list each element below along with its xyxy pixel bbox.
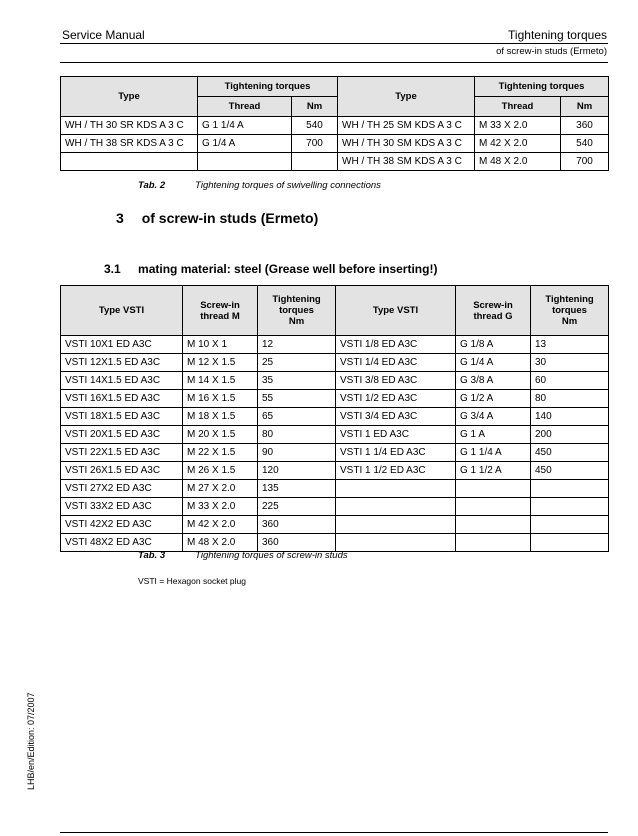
cell-type: VSTI 1 1/4 ED A3C	[336, 444, 456, 462]
cell-type: VSTI 3/4 ED A3C	[336, 408, 456, 426]
col-thread-m	[183, 286, 258, 336]
header-subtitle: of screw-in studs (Ermeto)	[496, 46, 607, 57]
cell-thread: G 1/8 A	[456, 336, 531, 354]
cell-type: WH / TH 30 SR KDS A 3 C	[61, 117, 198, 135]
cell-thread: M 33 X 2.0	[475, 117, 561, 135]
cell-thread: M 20 X 1.5	[183, 426, 258, 444]
col-nm: Nm	[292, 97, 338, 117]
table-row	[61, 426, 609, 444]
cell-nm: 540	[561, 135, 609, 153]
cell-nm: 120	[258, 462, 336, 480]
cell-type: VSTI 26X1.5 ED A3C	[61, 462, 183, 480]
caption-text: Tightening torques of swivelling connections	[195, 180, 381, 191]
cell-type	[336, 480, 456, 498]
col-torques: Tightening torques	[475, 77, 609, 97]
cell-type: VSTI 1 ED A3C	[336, 426, 456, 444]
cell-nm: 360	[258, 534, 336, 552]
table-row	[61, 462, 609, 480]
cell-nm: 200	[531, 426, 609, 444]
cell-nm: 60	[531, 372, 609, 390]
cell-thread	[456, 534, 531, 552]
cell-nm: 80	[258, 426, 336, 444]
cell-nm: 30	[531, 354, 609, 372]
cell-nm: 13	[531, 336, 609, 354]
cell-thread: M 10 X 1	[183, 336, 258, 354]
cell-thread: M 14 X 1.5	[183, 372, 258, 390]
cell-nm	[531, 534, 609, 552]
cell-thread	[456, 516, 531, 534]
cell-nm: 225	[258, 498, 336, 516]
cell-nm: 360	[258, 516, 336, 534]
cell-nm: 12	[258, 336, 336, 354]
table-row	[61, 372, 609, 390]
cell-thread: M 18 X 1.5	[183, 408, 258, 426]
table-row	[61, 390, 609, 408]
subsection-number: 3.1	[104, 262, 121, 276]
cell-type: VSTI 22X1.5 ED A3C	[61, 444, 183, 462]
cell-type	[336, 516, 456, 534]
section-number: 3	[116, 210, 124, 226]
col-thread: Thread	[198, 97, 292, 117]
edition-label: LHB/en/Edition: 07/2007	[26, 692, 36, 790]
header-line: thread G	[473, 310, 513, 322]
table-row	[61, 153, 609, 171]
cell-type: VSTI 10X1 ED A3C	[61, 336, 183, 354]
cell-nm: 700	[561, 153, 609, 171]
cell-thread	[198, 153, 292, 171]
col-thread-g	[456, 286, 531, 336]
table-row	[61, 516, 609, 534]
cell-nm: 135	[258, 480, 336, 498]
header-line: Tightening	[272, 294, 321, 305]
cell-nm: 450	[531, 444, 609, 462]
cell-type	[61, 153, 198, 171]
header-line: Nm	[561, 316, 578, 327]
cell-type: VSTI 20X1.5 ED A3C	[61, 426, 183, 444]
cell-thread: M 12 X 1.5	[183, 354, 258, 372]
table-row	[61, 135, 609, 153]
subsection-heading	[104, 262, 437, 276]
cell-thread: G 1/2 A	[456, 390, 531, 408]
stud-table-body	[61, 336, 609, 552]
cell-thread: M 26 X 1.5	[183, 462, 258, 480]
cell-type: VSTI 42X2 ED A3C	[61, 516, 183, 534]
header-line: Screw-in	[200, 299, 240, 311]
table-row	[61, 444, 609, 462]
cell-nm: 55	[258, 390, 336, 408]
cell-type: WH / TH 25 SM KDS A 3 C	[338, 117, 475, 135]
col-torques: Tightening torques	[198, 77, 338, 97]
cell-nm	[531, 516, 609, 534]
cell-type	[336, 534, 456, 552]
cell-thread: G 3/8 A	[456, 372, 531, 390]
cell-type	[336, 498, 456, 516]
header-left: Service Manual	[62, 28, 145, 42]
cell-nm	[531, 498, 609, 516]
table-caption	[138, 550, 348, 561]
cell-type: VSTI 14X1.5 ED A3C	[61, 372, 183, 390]
caption-number: Tab. 2	[138, 180, 166, 191]
cell-nm: 80	[531, 390, 609, 408]
table-row	[61, 480, 609, 498]
cell-nm	[292, 153, 338, 171]
cell-thread: M 27 X 2.0	[183, 480, 258, 498]
header-right: Tightening torques	[508, 28, 607, 42]
table-row	[61, 498, 609, 516]
cell-thread: G 1 1/4 A	[456, 444, 531, 462]
cell-type: VSTI 33X2 ED A3C	[61, 498, 183, 516]
cell-thread: M 48 X 2.0	[475, 153, 561, 171]
stud-torque-table	[60, 285, 609, 552]
caption-text: Tightening torques of screw-in studs	[195, 550, 348, 561]
cell-thread: M 16 X 1.5	[183, 390, 258, 408]
table-row	[61, 336, 609, 354]
swivel-torque-table	[60, 76, 609, 171]
cell-nm: 540	[292, 117, 338, 135]
table-caption	[138, 180, 381, 191]
col-type: Type	[338, 77, 475, 117]
cell-type: VSTI 1/8 ED A3C	[336, 336, 456, 354]
cell-thread: M 42 X 2.0	[475, 135, 561, 153]
cell-thread: M 48 X 2.0	[183, 534, 258, 552]
header-line: thread M	[200, 310, 240, 322]
section-title: of screw-in studs (Ermeto)	[141, 210, 319, 226]
table-row	[61, 354, 609, 372]
cell-thread: M 33 X 2.0	[183, 498, 258, 516]
cell-thread: G 1 1/2 A	[456, 462, 531, 480]
footer-rule	[60, 832, 608, 833]
cell-type: VSTI 1 1/2 ED A3C	[336, 462, 456, 480]
cell-type: VSTI 1/2 ED A3C	[336, 390, 456, 408]
header-rule-lower	[60, 62, 608, 63]
cell-nm: 140	[531, 408, 609, 426]
cell-type: VSTI 3/8 ED A3C	[336, 372, 456, 390]
cell-nm: 450	[531, 462, 609, 480]
cell-thread: G 3/4 A	[456, 408, 531, 426]
col-thread: Thread	[475, 97, 561, 117]
cell-thread	[456, 480, 531, 498]
cell-nm: 35	[258, 372, 336, 390]
cell-thread: M 22 X 1.5	[183, 444, 258, 462]
col-torques-nm	[258, 286, 336, 336]
cell-thread	[456, 498, 531, 516]
cell-type: VSTI 12X1.5 ED A3C	[61, 354, 183, 372]
col-torques-nm	[531, 286, 609, 336]
cell-nm: 90	[258, 444, 336, 462]
cell-thread: G 1 1/4 A	[198, 117, 292, 135]
cell-type: VSTI 18X1.5 ED A3C	[61, 408, 183, 426]
header-line: torques	[552, 305, 587, 316]
cell-type: WH / TH 38 SM KDS A 3 C	[338, 153, 475, 171]
section-heading	[116, 210, 318, 226]
cell-type: VSTI 27X2 ED A3C	[61, 480, 183, 498]
cell-type: VSTI 1/4 ED A3C	[336, 354, 456, 372]
cell-type: WH / TH 30 SM KDS A 3 C	[338, 135, 475, 153]
caption-number: Tab. 3	[138, 550, 166, 561]
cell-type: VSTI 48X2 ED A3C	[61, 534, 183, 552]
cell-thread: G 1/4 A	[456, 354, 531, 372]
cell-nm: 700	[292, 135, 338, 153]
col-nm: Nm	[561, 97, 609, 117]
cell-nm: 360	[561, 117, 609, 135]
header-line: torques	[279, 305, 314, 316]
cell-type: WH / TH 38 SR KDS A 3 C	[61, 135, 198, 153]
col-type-vsti: Type VSTI	[336, 286, 456, 336]
cell-thread: G 1 A	[456, 426, 531, 444]
table-row	[61, 534, 609, 552]
cell-type: VSTI 16X1.5 ED A3C	[61, 390, 183, 408]
header-line: Screw-in	[473, 299, 513, 311]
cell-nm: 25	[258, 354, 336, 372]
header-line: Nm	[288, 316, 305, 327]
cell-thread: G 1/4 A	[198, 135, 292, 153]
table-row	[61, 117, 609, 135]
header-rule	[60, 43, 608, 44]
table-row	[61, 408, 609, 426]
cell-nm	[531, 480, 609, 498]
footnote: VSTI = Hexagon socket plug	[138, 576, 246, 586]
subsection-title: mating material: steel (Grease well before inserting!)	[138, 262, 438, 276]
cell-nm: 65	[258, 408, 336, 426]
col-type: Type	[61, 77, 198, 117]
cell-thread: M 42 X 2.0	[183, 516, 258, 534]
col-type-vsti: Type VSTI	[61, 286, 183, 336]
header-line: Tightening	[545, 294, 594, 305]
